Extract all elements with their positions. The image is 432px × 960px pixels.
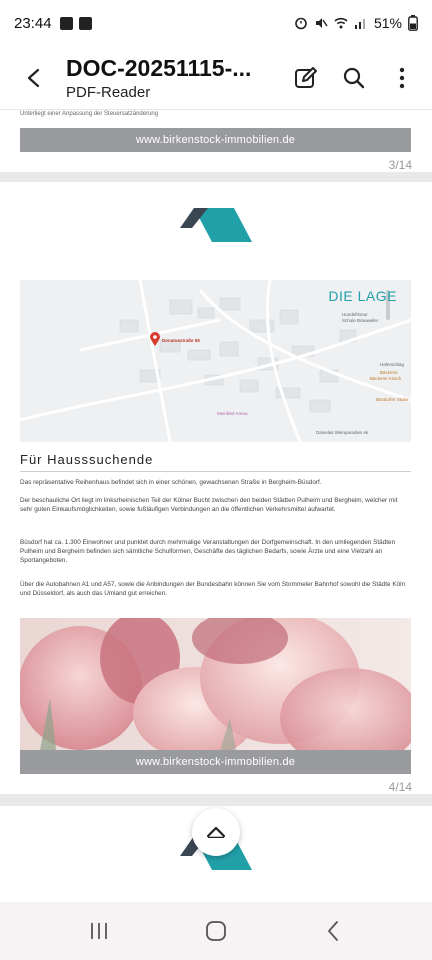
status-time: 23:44 [14,14,52,32]
paragraph: Das repräsentative Reihenhaus befindet sich in einer schönen, gewachsenen Straße in Bergheim-Büsdorf. [20,479,322,486]
map-label: Bäckerei Kirsch [370,376,402,381]
document-viewer[interactable] [0,110,432,902]
company-logo [180,208,252,242]
map-label: Meinfeld-Arena [217,411,248,416]
gallery-icon [60,17,73,30]
more-vert-icon [399,67,405,89]
pdf-page-4 [0,182,432,794]
signal-icon [354,16,368,30]
location-map [20,280,411,442]
header-actions [286,58,422,98]
edit-button[interactable] [286,58,326,98]
status-bar [0,0,432,46]
back-arrow-icon [23,67,45,89]
page-number: 3/14 [388,158,412,172]
website-footer: www.birkenstock-immobilien.de [20,750,411,774]
heading-divider [20,471,411,472]
battery-icon [408,15,418,31]
battery-text: 51% [373,15,402,31]
status-right [294,15,418,31]
tulip-image [20,618,411,750]
scroll-to-top-button[interactable] [192,808,240,856]
document-subtitle: PDF-Reader [66,83,151,101]
map-label: Hundefriseur [342,312,368,317]
edit-icon [293,65,319,91]
website-footer: www.birkenstock-immobilien.de [20,128,411,152]
paragraph: Der beschauliche Ort liegt im linksrheinischen Teil der Kölner Bucht zwischen den beiden Städten Pulheim und Bergheim, welcher mit sehr guten Einkaufsmöglichkeiten, sowie fußläufigen Verbindungen an die öffentlichen Verkehrsmittel aufwartet. [20,497,398,513]
section-heading: Für Hausssuchende [20,452,154,467]
map-label: Bäckerei [380,370,398,375]
recents-icon [89,922,109,940]
flower-photo [20,618,411,750]
map-pin-icon [150,332,160,346]
wifi-icon [334,16,348,30]
title-block [66,55,271,101]
map-pin-label: Donatusstraße 58 [162,338,200,343]
back-button[interactable] [8,52,60,104]
recents-button[interactable] [69,909,129,953]
more-button[interactable] [382,58,422,98]
pdf-page-3 [0,110,432,172]
mute-icon [314,16,328,30]
page-footnote: Unterliegt einer Anpassung der Steuersatzänderung [20,111,159,117]
nav-back-icon [326,920,340,942]
map-label: Danielas Weinparadies ek [316,430,369,435]
system-nav-bar [0,902,432,960]
app-header [0,46,432,110]
map-title: DIE LAGE [328,288,397,304]
chevron-up-icon [206,826,226,838]
map-label: Schule Brauweiler [342,318,379,323]
search-button[interactable] [334,58,374,98]
paragraph: Büsdorf hat ca. 1.300 Einwohner und punktet durch mehrmalige Veranstaltungen der Dorfgemeinschaft. In den umliegenden Städten Pulheim und Bergheim befinden sich sämtliche Schulformen, Geschäfte des täglichen Bedarfs, sowie Ärzte und eine Vielzahl an Sportangeboten. [20,539,396,564]
checkbox-icon [79,17,92,30]
home-button[interactable] [186,909,246,953]
map-label: Haferschlag [380,362,405,367]
document-title: DOC-20251115-... [66,54,252,81]
paragraph: Über die Autobahnen A1 und A57, sowie die Anbindungen der Bundesbahn können Sie vom Stommeler Bahnhof sowohl die Städte Köln und Düsseldorf, als auch das Umland gut erreichen. [20,581,406,597]
home-icon [205,920,227,942]
nav-back-button[interactable] [303,909,363,953]
page-number: 4/14 [388,780,412,794]
alarm-icon [294,16,308,30]
map-graphic [20,280,411,442]
search-icon [342,66,366,90]
map-label: Büsdorfer Stube [376,397,409,402]
